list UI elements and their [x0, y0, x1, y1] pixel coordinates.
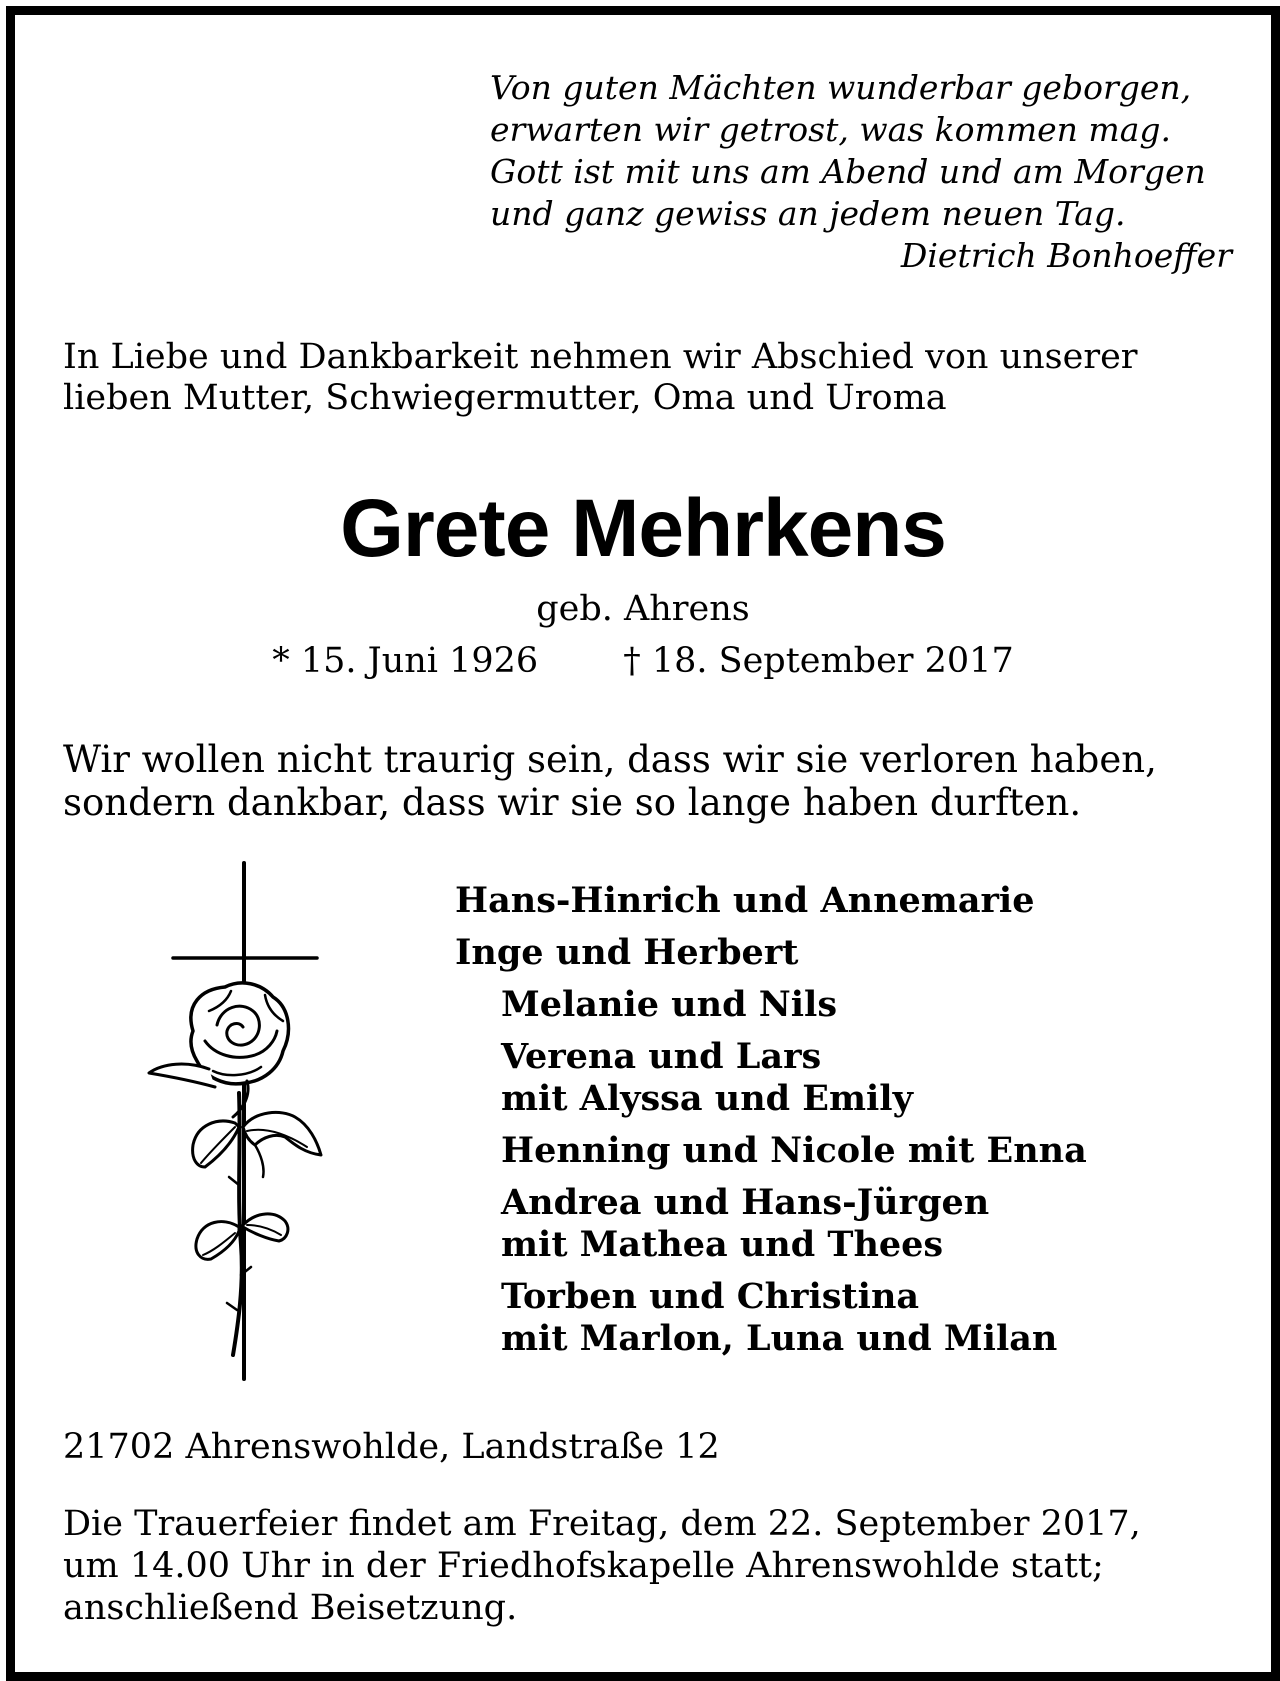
obituary-card: [6, 6, 1280, 1681]
deceased-name: Grete Mehrkens: [340, 483, 946, 574]
family-entry: [455, 1276, 1235, 1360]
quote-line: erwarten wir getrost, was kommen mag.: [490, 110, 1171, 149]
family-line: Torben und Christina: [501, 1276, 920, 1317]
maiden-name: geb. Ahrens: [536, 589, 750, 629]
intro-line: In Liebe und Dankbarkeit nehmen wir Abschied von unserer: [63, 337, 1138, 377]
quote-line: und ganz gewiss an jedem neuen Tag.: [490, 194, 1126, 233]
remembrance-line: sondern dankbar, dass wir sie so lange haben durften.: [63, 781, 1082, 824]
family-line: Andrea und Hans-Jürgen: [501, 1182, 990, 1223]
intro-line: lieben Mutter, Schwiegermutter, Oma und Uroma: [63, 378, 947, 418]
family-line: mit Mathea und Thees: [501, 1224, 944, 1265]
service-line: um 14.00 Uhr in der Friedhofskapelle Ahrenswohlde statt;: [63, 1546, 1104, 1586]
family-entry: [455, 1036, 1235, 1120]
farewell-intro: [63, 337, 1243, 419]
remembrance-text: [63, 738, 1253, 824]
family-line: Hans-Hinrich und Annemarie: [455, 880, 1035, 921]
family-line: Verena und Lars: [501, 1036, 822, 1077]
service-line: Die Trauerfeier findet am Freitag, dem 22. September 2017,: [63, 1504, 1141, 1544]
life-dates: [15, 639, 1271, 683]
family-address: 21702 Ahrenswohlde, Landstraße 12: [63, 1427, 720, 1467]
quote-author: Dietrich Bonhoeffer: [900, 236, 1232, 275]
family-entry: [455, 880, 1235, 922]
birth-date: * 15. Juni 1926: [272, 641, 539, 681]
family-list: [455, 880, 1235, 1370]
family-line: Henning und Nicole mit Enna: [501, 1130, 1087, 1171]
poem-quote: [490, 67, 1240, 277]
funeral-service-info: [63, 1503, 1253, 1629]
quote-line: Gott ist mit uns am Abend und am Morgen: [490, 152, 1206, 191]
remembrance-line: Wir wollen nicht traurig sein, dass wir sie verloren haben,: [63, 738, 1157, 781]
family-line: mit Alyssa und Emily: [501, 1078, 913, 1119]
family-line: Inge und Herbert: [455, 932, 799, 973]
family-line: mit Marlon, Luna und Milan: [501, 1318, 1058, 1359]
family-entry: [455, 984, 1235, 1026]
service-line: anschließend Beisetzung.: [63, 1588, 518, 1628]
family-entry: [455, 1182, 1235, 1266]
quote-line: Von guten Mächten wunderbar geborgen,: [490, 68, 1192, 107]
family-line: Melanie und Nils: [501, 984, 838, 1025]
family-entry: [455, 932, 1235, 974]
cross-with-rose-icon: [135, 855, 335, 1385]
family-entry: [455, 1130, 1235, 1172]
death-date: † 18. September 2017: [623, 641, 1014, 681]
